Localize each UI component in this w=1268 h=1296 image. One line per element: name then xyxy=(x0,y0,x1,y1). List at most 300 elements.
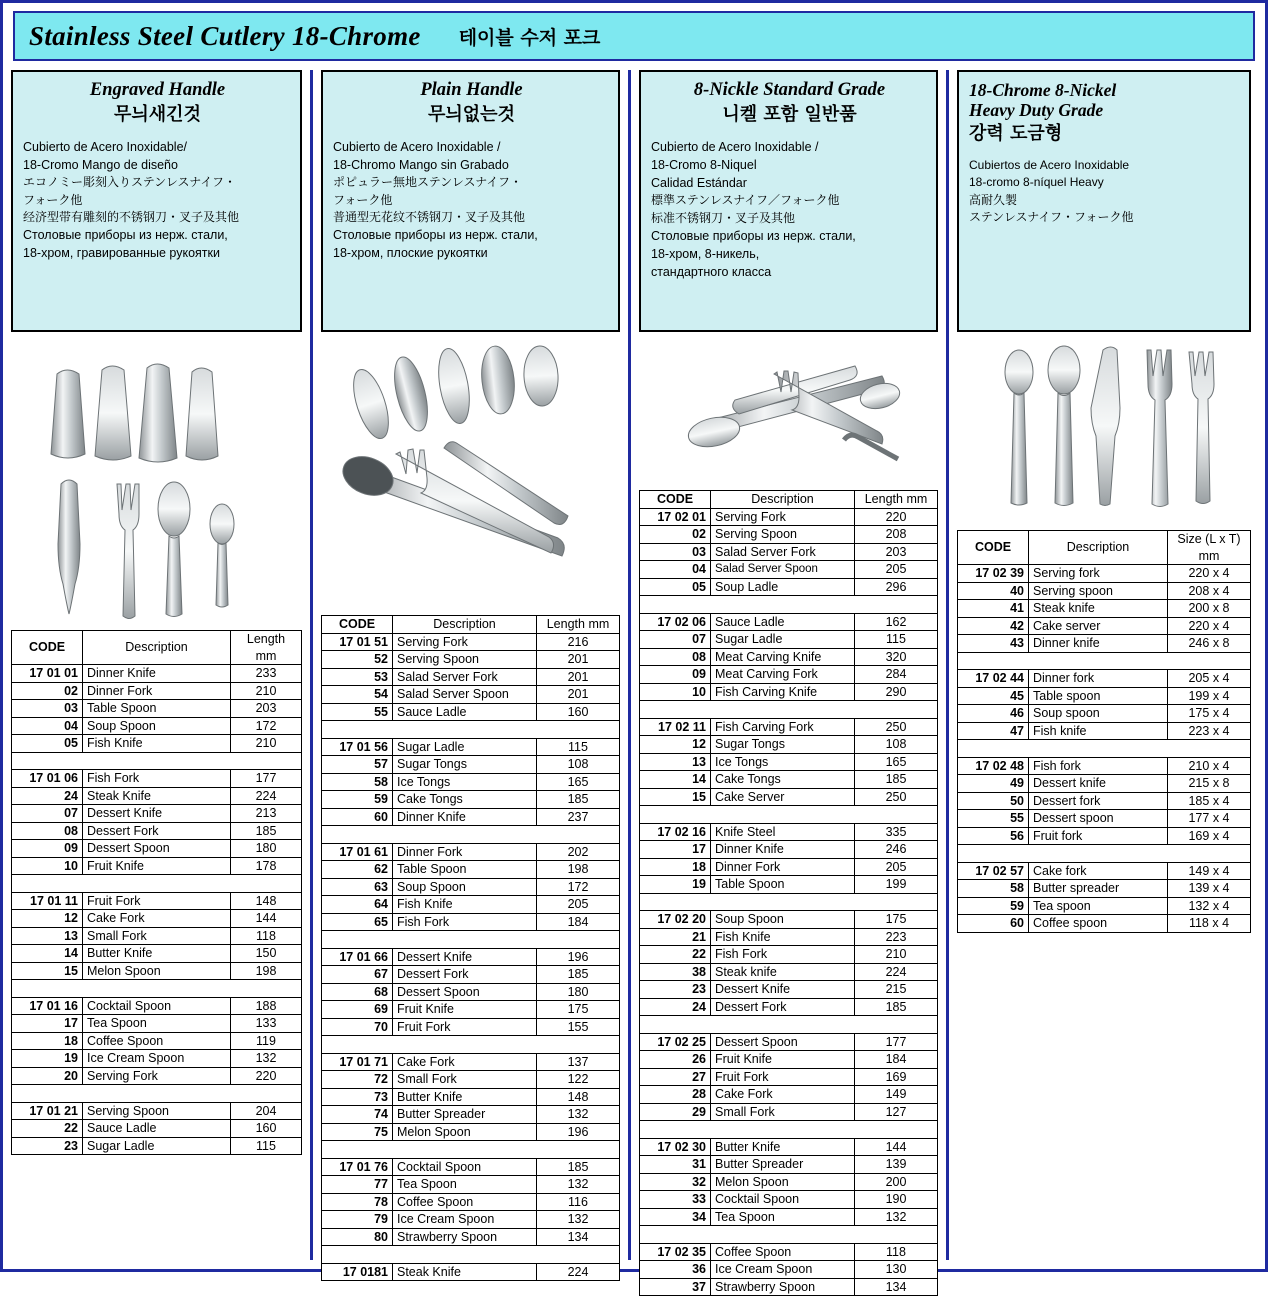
size-unit: mm xyxy=(1198,548,1220,563)
table-row xyxy=(640,526,938,544)
table-row xyxy=(640,683,938,701)
column-header-code: CODE xyxy=(640,491,711,509)
table-row xyxy=(640,1033,938,1051)
cutlery-illustration-nickel xyxy=(644,344,934,484)
table-row xyxy=(322,1071,620,1089)
cell-desc: Fish Carving Knife xyxy=(711,683,855,701)
table-row xyxy=(322,843,620,861)
column-header-length: Length mm xyxy=(537,616,620,634)
column-engraved-handle xyxy=(3,70,313,1260)
table-row xyxy=(640,1278,938,1296)
cell-desc: Salad Server Fork xyxy=(393,668,537,686)
cell-desc: Ice Tongs xyxy=(711,753,855,771)
cell-desc: Cake server xyxy=(1029,617,1168,635)
cell-code: 63 xyxy=(322,878,393,896)
cell-code: 17 02 44 xyxy=(958,670,1029,688)
cell-desc: Cake Fork xyxy=(83,910,231,928)
table-row xyxy=(958,600,1251,618)
table-row xyxy=(640,508,938,526)
table-row xyxy=(640,928,938,946)
cell-code: 05 xyxy=(640,578,711,596)
cell-len: 115 xyxy=(855,631,938,649)
cell-code: 55 xyxy=(958,810,1029,828)
desc-line: Столовые приборы из нерж. стали, xyxy=(23,228,228,243)
group-spacer xyxy=(640,1226,938,1244)
cell-desc: Dinner Fork xyxy=(711,858,855,876)
cell-len: 205 xyxy=(855,561,938,579)
table-row xyxy=(958,915,1251,933)
cell-len: 155 xyxy=(537,1018,620,1036)
cell-len: 205 xyxy=(537,896,620,914)
cell-desc: Soup Spoon xyxy=(83,717,231,735)
cell-code: 02 xyxy=(12,682,83,700)
table-row xyxy=(322,808,620,826)
cell-desc: Fish Knife xyxy=(393,896,537,914)
desc-line: 经济型带有雕刻的不锈钢刀・叉子及其他 xyxy=(23,209,240,224)
cell-code: 33 xyxy=(640,1191,711,1209)
cell-desc: Butter Spreader xyxy=(711,1156,855,1174)
column-4-title-kr: 강력 도금형 xyxy=(969,123,1063,145)
cell-desc: Strawberry Spoon xyxy=(711,1278,855,1296)
cell-code: 08 xyxy=(12,822,83,840)
cell-desc: Cake Tongs xyxy=(393,791,537,809)
table-row xyxy=(640,648,938,666)
cell-len: 250 xyxy=(855,718,938,736)
cell-desc: Serving Spoon xyxy=(393,651,537,669)
table-row xyxy=(640,788,938,806)
cell-code: 60 xyxy=(958,915,1029,933)
cell-code: 17 01 51 xyxy=(322,633,393,651)
table-row xyxy=(322,1123,620,1141)
cell-code: 20 xyxy=(12,1067,83,1085)
column-header-description: Description xyxy=(1029,531,1168,565)
cell-code: 23 xyxy=(640,981,711,999)
table-row xyxy=(640,543,938,561)
cell-code: 47 xyxy=(958,722,1029,740)
cell-len: 148 xyxy=(231,892,302,910)
cell-desc: Sauce Ladle xyxy=(393,703,537,721)
cell-len: 185 xyxy=(537,966,620,984)
table-row xyxy=(958,897,1251,915)
column-4-title-en-line1: 18-Chrome 8-Nickel xyxy=(969,80,1117,100)
cell-desc: Sauce Ladle xyxy=(83,1120,231,1138)
cell-len: 188 xyxy=(231,997,302,1015)
table-row xyxy=(640,998,938,1016)
cell-len: 224 xyxy=(231,787,302,805)
cell-len: 172 xyxy=(231,717,302,735)
group-spacer xyxy=(958,845,1251,863)
cell-desc: Dinner Fork xyxy=(393,843,537,861)
cell-desc: Serving Spoon xyxy=(711,526,855,544)
cell-len: 335 xyxy=(855,823,938,841)
table-row xyxy=(640,1208,938,1226)
cell-size: 215 x 8 xyxy=(1168,775,1251,793)
cell-desc: Serving Spoon xyxy=(83,1102,231,1120)
cell-desc: Fruit fork xyxy=(1029,827,1168,845)
group-spacer xyxy=(12,875,302,893)
cell-code: 17 01 11 xyxy=(12,892,83,910)
cell-len: 150 xyxy=(231,945,302,963)
cell-desc: Cake Fork xyxy=(393,1053,537,1071)
table-row xyxy=(12,857,302,875)
cell-len: 202 xyxy=(537,843,620,861)
table-row xyxy=(640,946,938,964)
desc-line: Cubierto de Acero Inoxidable / xyxy=(651,139,819,154)
table-row xyxy=(12,700,302,718)
column-2-title-en: Plain Handle xyxy=(420,80,523,100)
cell-len: 184 xyxy=(855,1051,938,1069)
cell-desc: Fish Carving Fork xyxy=(711,718,855,736)
cell-code: 68 xyxy=(322,983,393,1001)
table-row xyxy=(958,670,1251,688)
cell-len: 118 xyxy=(855,1243,938,1261)
cell-len: 224 xyxy=(855,963,938,981)
table-row xyxy=(322,1018,620,1036)
cell-desc: Steak knife xyxy=(711,963,855,981)
cell-code: 40 xyxy=(958,582,1029,600)
column-1-title-kr: 무늬새긴것 xyxy=(114,104,201,126)
desc-line: 18-Chromo Mango sin Grabado xyxy=(333,157,509,172)
cell-code: 04 xyxy=(640,561,711,579)
cell-code: 12 xyxy=(12,910,83,928)
cell-len: 122 xyxy=(537,1071,620,1089)
desc-line: 18-cromo 8-níquel Heavy xyxy=(969,175,1104,190)
column-2-product-photo xyxy=(321,344,620,609)
cell-code: 64 xyxy=(322,896,393,914)
cell-len: 237 xyxy=(537,808,620,826)
cell-code: 41 xyxy=(958,600,1029,618)
group-spacer xyxy=(640,1016,938,1034)
cell-code: 08 xyxy=(640,648,711,666)
cell-len: 132 xyxy=(855,1208,938,1226)
cell-code: 72 xyxy=(322,1071,393,1089)
table-row xyxy=(640,1086,938,1104)
cell-code: 23 xyxy=(12,1137,83,1155)
table-row xyxy=(12,1120,302,1138)
table-row xyxy=(640,578,938,596)
table-row xyxy=(958,810,1251,828)
cell-code: 78 xyxy=(322,1193,393,1211)
group-spacer xyxy=(12,980,302,998)
cell-code: 77 xyxy=(322,1176,393,1194)
cell-len: 144 xyxy=(231,910,302,928)
cell-len: 201 xyxy=(537,651,620,669)
cell-desc: Meat Carving Knife xyxy=(711,648,855,666)
cell-code: 18 xyxy=(640,858,711,876)
cell-len: 180 xyxy=(231,840,302,858)
cell-len: 185 xyxy=(537,1158,620,1176)
table-row xyxy=(322,668,620,686)
cell-code: 74 xyxy=(322,1106,393,1124)
cell-desc: Fruit Knife xyxy=(711,1051,855,1069)
table-row xyxy=(640,631,938,649)
cell-desc: Dinner Knife xyxy=(83,665,231,683)
cell-desc: Tea Spoon xyxy=(393,1176,537,1194)
cell-desc: Soup Spoon xyxy=(393,878,537,896)
table-row xyxy=(640,1068,938,1086)
table-row xyxy=(640,1156,938,1174)
column-2-description xyxy=(333,138,610,263)
group-spacer xyxy=(322,931,620,949)
cell-code: 59 xyxy=(322,791,393,809)
cell-size: 246 x 8 xyxy=(1168,635,1251,653)
cell-desc: Fish knife xyxy=(1029,722,1168,740)
column-header-description: Description xyxy=(83,631,231,665)
table-row xyxy=(640,736,938,754)
cell-desc: Sugar Ladle xyxy=(711,631,855,649)
cell-code: 49 xyxy=(958,775,1029,793)
table-row xyxy=(640,858,938,876)
column-1-title-en: Engraved Handle xyxy=(89,80,226,100)
cell-code: 69 xyxy=(322,1001,393,1019)
cell-desc: Serving fork xyxy=(1029,565,1168,583)
cell-len: 160 xyxy=(231,1120,302,1138)
cell-desc: Meat Carving Fork xyxy=(711,666,855,684)
desc-line: フォーク他 xyxy=(333,192,393,207)
desc-line: Calidad Estándar xyxy=(651,176,747,191)
cell-code: 17 01 71 xyxy=(322,1053,393,1071)
cell-len: 210 xyxy=(855,946,938,964)
table-row xyxy=(12,927,302,945)
cell-desc: Serving Fork xyxy=(83,1067,231,1085)
cell-code: 17 02 35 xyxy=(640,1243,711,1261)
cell-desc: Butter Knife xyxy=(711,1138,855,1156)
cell-desc: Table Spoon xyxy=(711,876,855,894)
table-row xyxy=(640,771,938,789)
cell-desc: Coffee Spoon xyxy=(83,1032,231,1050)
table-row xyxy=(322,1228,620,1246)
column-heavy-duty xyxy=(949,70,1259,1260)
table-row xyxy=(958,862,1251,880)
cell-code: 17 02 57 xyxy=(958,862,1029,880)
cell-code: 43 xyxy=(958,635,1029,653)
cell-size: 220 x 4 xyxy=(1168,617,1251,635)
desc-line: ステンレスナイフ・フォーク他 xyxy=(969,210,1134,225)
cell-desc: Serving spoon xyxy=(1029,582,1168,600)
cell-desc: Cake Fork xyxy=(711,1086,855,1104)
cell-code: 10 xyxy=(640,683,711,701)
table-row xyxy=(958,565,1251,583)
desc-line: フォーク他 xyxy=(23,192,83,207)
cell-len: 139 xyxy=(855,1156,938,1174)
cell-desc: Tea Spoon xyxy=(711,1208,855,1226)
cell-desc: Soup Spoon xyxy=(711,911,855,929)
cell-desc: Cocktail Spoon xyxy=(711,1191,855,1209)
cell-len: 290 xyxy=(855,683,938,701)
desc-line: Cubierto de Acero Inoxidable/ xyxy=(23,139,187,154)
cell-code: 67 xyxy=(322,966,393,984)
cell-code: 54 xyxy=(322,686,393,704)
cutlery-illustration-heavy xyxy=(979,344,1229,524)
cell-code: 29 xyxy=(640,1103,711,1121)
cell-len: 190 xyxy=(855,1191,938,1209)
cell-len: 196 xyxy=(537,948,620,966)
table-8-nickle-standard xyxy=(639,490,938,1296)
cell-code: 79 xyxy=(322,1211,393,1229)
cell-len: 132 xyxy=(537,1106,620,1124)
table-row xyxy=(958,757,1251,775)
cell-desc: Fish Fork xyxy=(83,770,231,788)
desc-line: 18-хром, плоские рукоятки xyxy=(333,246,488,261)
cell-code: 19 xyxy=(12,1050,83,1068)
columns-container xyxy=(3,70,1265,1294)
cell-desc: Fish fork xyxy=(1029,757,1168,775)
cell-len: 320 xyxy=(855,648,938,666)
cell-code: 58 xyxy=(322,773,393,791)
cell-code: 17 02 20 xyxy=(640,911,711,929)
desc-line: 18-хром, гравированные рукоятки xyxy=(23,246,220,261)
table-row xyxy=(958,617,1251,635)
desc-line: 18-хром, 8-никель, xyxy=(651,247,760,262)
table-row xyxy=(322,1193,620,1211)
cell-len: 134 xyxy=(855,1278,938,1296)
desc-line: стандартного класса xyxy=(651,265,772,280)
cell-desc: Salad Server Spoon xyxy=(393,686,537,704)
cell-desc: Steak knife xyxy=(1029,600,1168,618)
cell-code: 17 01 16 xyxy=(12,997,83,1015)
cell-len: 132 xyxy=(537,1211,620,1229)
cell-desc: Sugar Ladle xyxy=(83,1137,231,1155)
cell-len: 198 xyxy=(537,861,620,879)
cell-code: 09 xyxy=(12,840,83,858)
table-row xyxy=(640,718,938,736)
table-row xyxy=(12,962,302,980)
cell-code: 10 xyxy=(12,857,83,875)
cell-len: 177 xyxy=(855,1033,938,1051)
cell-desc: Cocktail Spoon xyxy=(83,997,231,1015)
cell-len: 203 xyxy=(231,700,302,718)
cell-code: 04 xyxy=(12,717,83,735)
cell-desc: Knife Steel xyxy=(711,823,855,841)
column-4-header xyxy=(957,70,1251,332)
table-row xyxy=(12,1102,302,1120)
table-row xyxy=(322,913,620,931)
column-3-product-photo xyxy=(639,344,938,484)
column-header-description: Description xyxy=(393,616,537,634)
cell-desc: Dessert Spoon xyxy=(711,1033,855,1051)
column-4-title-en-line2: Heavy Duty Grade xyxy=(969,100,1104,121)
table-row xyxy=(958,687,1251,705)
group-spacer xyxy=(12,1085,302,1103)
column-header-description: Description xyxy=(711,491,855,509)
cell-len: 213 xyxy=(231,805,302,823)
cell-code: 13 xyxy=(640,753,711,771)
cell-len: 115 xyxy=(231,1137,302,1155)
table-row xyxy=(640,1103,938,1121)
cell-code: 34 xyxy=(640,1208,711,1226)
table-row xyxy=(12,665,302,683)
cell-desc: Dessert Spoon xyxy=(393,983,537,1001)
cell-len: 116 xyxy=(537,1193,620,1211)
cell-desc: Fish Knife xyxy=(83,735,231,753)
table-row xyxy=(322,773,620,791)
table-row xyxy=(12,735,302,753)
cell-len: 149 xyxy=(855,1086,938,1104)
cell-desc: Melon Spoon xyxy=(393,1123,537,1141)
table-row xyxy=(322,896,620,914)
group-spacer xyxy=(958,740,1251,758)
table-row xyxy=(322,633,620,651)
cell-code: 65 xyxy=(322,913,393,931)
cell-len: 130 xyxy=(855,1261,938,1279)
column-2-title-kr: 무늬없는것 xyxy=(428,104,515,126)
cell-desc: Coffee Spoon xyxy=(711,1243,855,1261)
cell-code: 14 xyxy=(12,945,83,963)
cell-desc: Melon Spoon xyxy=(711,1173,855,1191)
cell-len: 160 xyxy=(537,703,620,721)
cell-len: 198 xyxy=(231,962,302,980)
cell-len: 250 xyxy=(855,788,938,806)
cell-code: 17 02 06 xyxy=(640,613,711,631)
cell-desc: Cake Tongs xyxy=(711,771,855,789)
cell-code: 17 xyxy=(12,1015,83,1033)
cell-len: 165 xyxy=(537,773,620,791)
table-row xyxy=(322,1106,620,1124)
cell-desc: Dessert Knife xyxy=(393,948,537,966)
cell-len: 220 xyxy=(231,1067,302,1085)
cell-code: 59 xyxy=(958,897,1029,915)
table-row xyxy=(322,966,620,984)
cell-code: 45 xyxy=(958,687,1029,705)
cell-desc: Fruit Fork xyxy=(83,892,231,910)
cell-code: 15 xyxy=(12,962,83,980)
table-row xyxy=(322,1211,620,1229)
cell-size: 149 x 4 xyxy=(1168,862,1251,880)
table-row xyxy=(12,910,302,928)
cell-code: 21 xyxy=(640,928,711,946)
group-spacer xyxy=(12,752,302,770)
desc-line: Cubierto de Acero Inoxidable / xyxy=(333,139,501,154)
cell-size: 175 x 4 xyxy=(1168,705,1251,723)
cell-len: 134 xyxy=(537,1228,620,1246)
cell-code: 17 01 56 xyxy=(322,738,393,756)
table-row xyxy=(958,792,1251,810)
cell-desc: Butter spreader xyxy=(1029,880,1168,898)
cell-desc: Dessert Knife xyxy=(711,981,855,999)
desc-line: 標準ステンレスナイフ／フォーク他 xyxy=(651,193,840,208)
cell-code: 17 02 30 xyxy=(640,1138,711,1156)
cell-code: 17 0181 xyxy=(322,1263,393,1281)
cell-code: 15 xyxy=(640,788,711,806)
cell-desc: Dinner Fork xyxy=(83,682,231,700)
cell-len: 233 xyxy=(231,665,302,683)
cell-size: 139 x 4 xyxy=(1168,880,1251,898)
table-row xyxy=(322,651,620,669)
table-engraved-handle xyxy=(11,630,302,1155)
group-spacer xyxy=(640,806,938,824)
column-plain-handle xyxy=(313,70,631,1279)
column-header-size xyxy=(1168,531,1251,565)
cell-code: 14 xyxy=(640,771,711,789)
cell-desc: Dessert Fork xyxy=(83,822,231,840)
desc-line: 标准不锈钢刀・叉子及其他 xyxy=(651,210,796,225)
cell-code: 56 xyxy=(958,827,1029,845)
table-row xyxy=(322,861,620,879)
table-row xyxy=(322,878,620,896)
cell-size: 118 x 4 xyxy=(1168,915,1251,933)
table-row xyxy=(640,1243,938,1261)
cell-desc: Dinner Knife xyxy=(711,841,855,859)
cell-code: 17 01 01 xyxy=(12,665,83,683)
cell-desc: Tea Spoon xyxy=(83,1015,231,1033)
table-row xyxy=(640,911,938,929)
column-header-length: Length mm xyxy=(855,491,938,509)
cell-len: 210 xyxy=(231,735,302,753)
table-plain-handle xyxy=(321,615,620,1281)
column-4-description xyxy=(969,157,1241,227)
cell-code: 42 xyxy=(958,617,1029,635)
cell-code: 80 xyxy=(322,1228,393,1246)
